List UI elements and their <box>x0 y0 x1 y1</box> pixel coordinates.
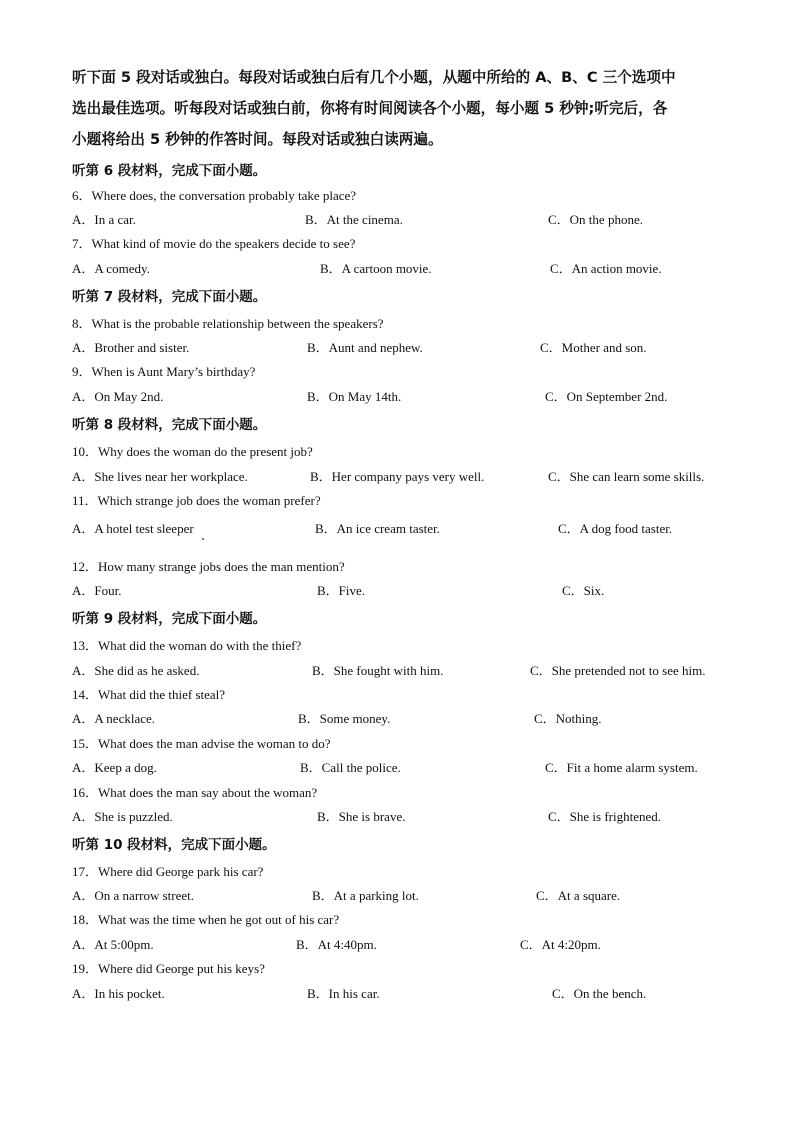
section-heading-10: 听第 10 段材料，完成下面小题。 <box>72 837 276 853</box>
question-12-option-c: C．Six. <box>562 583 605 598</box>
instructions-line: 听下面 5 段对话或独白。每段对话或独白后有几个小题，从题中所给的 A、B、C 三个选项中 <box>72 69 676 86</box>
question-16: 16．What does the man say about the woman? <box>72 785 318 800</box>
question-7: 7．What kind of movie do the speakers decide to see? <box>72 236 356 251</box>
stray-dot <box>202 538 204 540</box>
question-17-option-b: B．At a parking lot. <box>312 888 419 903</box>
question-15-option-c: C．Fit a home alarm system. <box>545 760 698 775</box>
question-18-option-a: A．At 5:00pm. <box>72 937 154 952</box>
question-17-option-c: C．At a square. <box>536 888 621 903</box>
question-8-option-c: C．Mother and son. <box>540 340 647 355</box>
question-8: 8．What is the probable relationship between the speakers? <box>72 316 384 331</box>
question-6: 6．Where does, the conversation probably take place? <box>72 188 357 203</box>
section-heading-9: 听第 9 段材料，完成下面小题。 <box>72 611 267 627</box>
section-heading-6: 听第 6 段材料，完成下面小题。 <box>72 163 267 179</box>
question-8-option-b: B．Aunt and nephew. <box>307 340 423 355</box>
question-15-option-b: B．Call the police. <box>300 760 401 775</box>
question-12: 12．How many strange jobs does the man mention? <box>72 559 345 574</box>
question-17: 17．Where did George park his car? <box>72 864 264 879</box>
question-15: 15．What does the man advise the woman to do? <box>72 736 331 751</box>
question-12-option-a: A．Four. <box>72 583 122 598</box>
question-18-option-b: B．At 4:40pm. <box>296 937 377 952</box>
question-10-option-a: A．She lives near her workplace. <box>72 469 248 484</box>
question-9-option-b: B．On May 14th. <box>307 389 402 404</box>
question-19-option-c: C．On the bench. <box>552 986 647 1001</box>
question-17-option-a: A．On a narrow street. <box>72 888 195 903</box>
instructions <box>72 62 720 155</box>
question-11-option-a: A．A hotel test sleeper <box>72 521 194 536</box>
question-16-option-b: B．She is brave. <box>317 809 406 824</box>
question-16-option-a: A．She is puzzled. <box>72 809 173 824</box>
question-10-option-b: B．Her company pays very well. <box>310 469 485 484</box>
question-13-option-a: A．She did as he asked. <box>72 663 200 678</box>
section-heading-8: 听第 8 段材料，完成下面小题。 <box>72 417 267 433</box>
question-14-option-c: C．Nothing. <box>534 711 602 726</box>
question-10-option-c: C．She can learn some skills. <box>548 469 705 484</box>
section-heading-7: 听第 7 段材料，完成下面小题。 <box>72 289 267 305</box>
instructions-line: 选出最佳选项。听每段对话或独白前，你将有时间阅读各个小题，每小题 5 秒钟;听完后，各 <box>72 100 668 117</box>
question-13-option-c: C．She pretended not to see him. <box>530 663 706 678</box>
question-6-option-c: C．On the phone. <box>548 212 643 227</box>
question-14: 14．What did the thief steal? <box>72 687 226 702</box>
instructions-line: 小题将给出 5 秒钟的作答时间。每段对话或独白读两遍。 <box>72 131 443 148</box>
question-9-option-c: C．On September 2nd. <box>545 389 668 404</box>
question-13: 13．What did the woman do with the thief? <box>72 638 302 653</box>
question-19-option-b: B．In his car. <box>307 986 380 1001</box>
question-7-option-c: C．An action movie. <box>550 261 662 276</box>
question-16-option-c: C．She is frightened. <box>548 809 662 824</box>
question-7-option-a: A．A comedy. <box>72 261 150 276</box>
question-18-option-c: C．At 4:20pm. <box>520 937 601 952</box>
question-11: 11．Which strange job does the woman prefer? <box>72 493 321 508</box>
question-9: 9．When is Aunt Mary’s birthday? <box>72 364 256 379</box>
question-14-option-b: B．Some money. <box>298 711 391 726</box>
question-19: 19．Where did George put his keys? <box>72 961 265 976</box>
question-9-option-a: A．On May 2nd. <box>72 389 164 404</box>
question-10: 10．Why does the woman do the present job? <box>72 444 313 459</box>
question-19-option-a: A．In his pocket. <box>72 986 165 1001</box>
question-11-option-c: C．A dog food taster. <box>558 521 673 536</box>
question-12-option-b: B．Five. <box>317 583 366 598</box>
question-6-option-b: B．At the cinema. <box>305 212 403 227</box>
question-6-option-a: A．In a car. <box>72 212 136 227</box>
question-8-option-a: A．Brother and sister. <box>72 340 190 355</box>
question-11-option-b: B．An ice cream taster. <box>315 521 440 536</box>
question-15-option-a: A．Keep a dog. <box>72 760 157 775</box>
question-13-option-b: B．She fought with him. <box>312 663 444 678</box>
question-18: 18．What was the time when he got out of his car? <box>72 912 340 927</box>
question-14-option-a: A．A necklace. <box>72 711 156 726</box>
question-7-option-b: B．A cartoon movie. <box>320 261 432 276</box>
